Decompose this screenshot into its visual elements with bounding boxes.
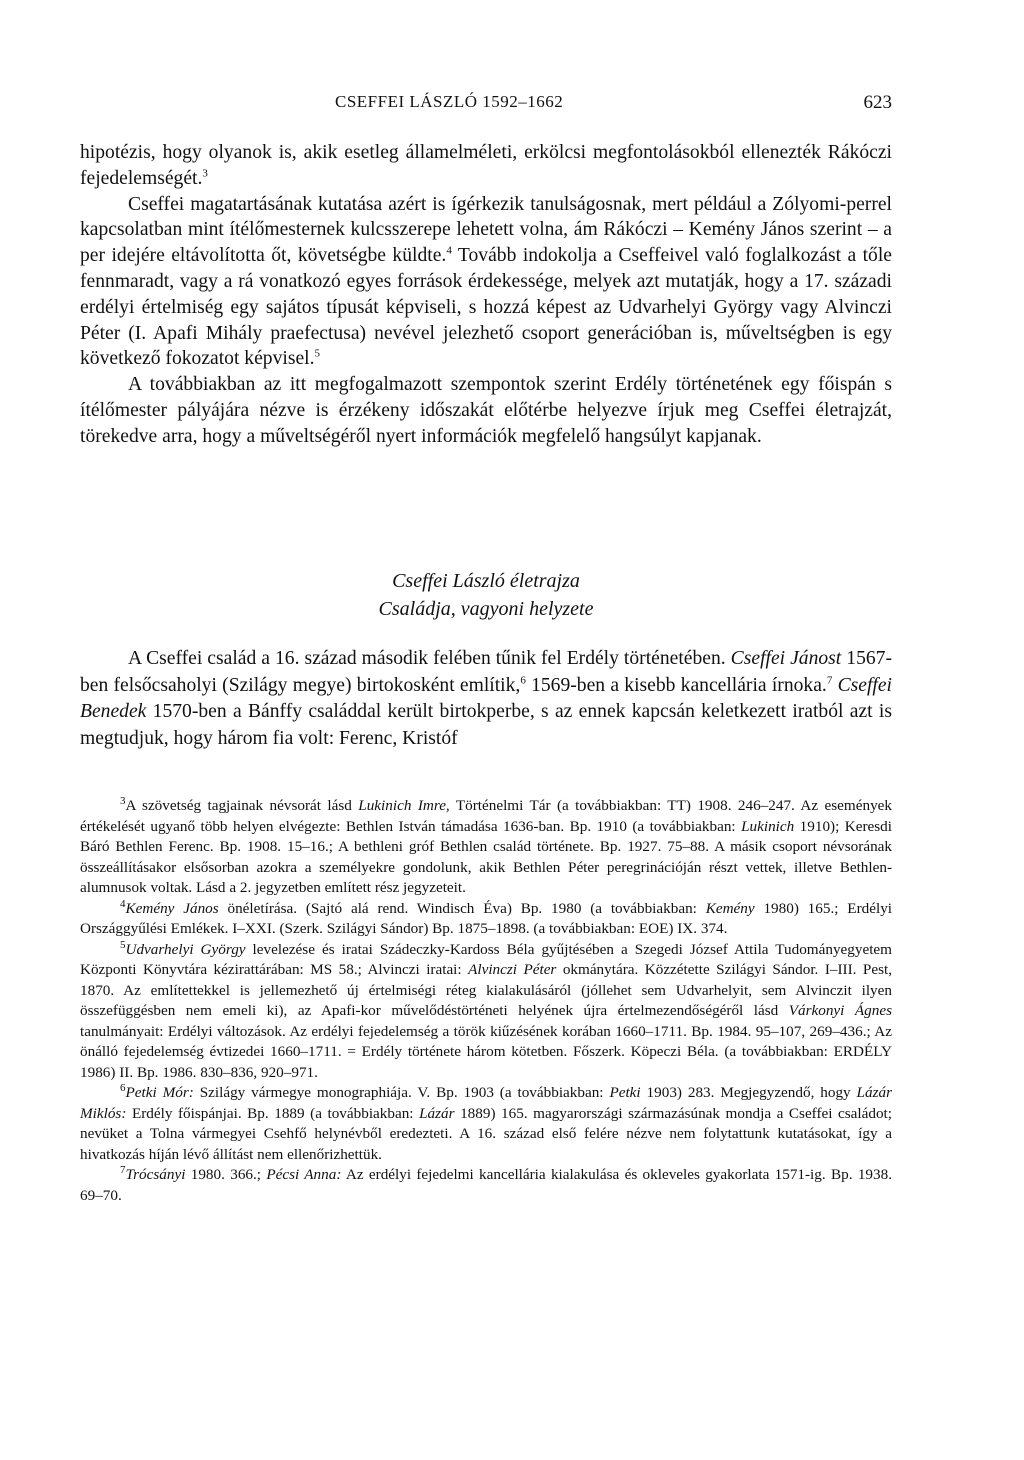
footnote-text: 1910); Keresdi Báró Bethlen Ferenc. Bp. 1908. 15–16.; A bethleni gróf Bethlen család története. Bp. 1927. 75–88. A másik csoport névsorának összeállításakor elsősorban azokra a személyekre gondolunk, akik Bethlen Péter peregrinációján részt vettek, illetve Bethlen-alumnusok voltak. Lásd a 2. jegyzetben említett rész jegyzeteit. xyxy=(80,817,892,896)
footnote-author: Trócsányi xyxy=(125,1166,186,1183)
footnote-author: Kemény xyxy=(705,899,755,917)
footnote-author: Udvarhelyi György xyxy=(125,940,246,958)
footnote-number: 6 xyxy=(120,1081,126,1094)
footnote-ref-6[interactable]: 6 xyxy=(520,673,526,686)
paragraph-2-text-a: Cseffei magatartásának kutatása azért is ígérkezik tanulságosnak, mert például a Zólyomi-perrel kapcsolatban mint ítélőmesternek kulcsszerepe lehetett volna, ám Rákóczi – Kemény János szerint – a per idejére eltávolította őt, követségbe küldte. xyxy=(80,193,892,267)
footnote-5 xyxy=(80,940,892,1084)
footnote-ref-7[interactable]: 7 xyxy=(826,673,833,686)
footnote-3 xyxy=(80,796,892,899)
footnote-ref-3[interactable]: 3 xyxy=(202,167,208,180)
section-text-2: 1567-ben felsőcsaholyi (Szilágy megye) birtokosként említik, xyxy=(80,648,892,696)
section-paragraph xyxy=(80,646,892,752)
section-body xyxy=(80,646,892,752)
footnote-number: 3 xyxy=(120,794,126,807)
section-headings xyxy=(80,567,892,623)
footnote-text: tanulmányait: Erdélyi változások. Az erdélyi fejedelemség a török kiűzésének korában 1660–1711. Bp. 1984. 95–107, 269–436.; Az önálló fejedelemség évtizedei 1660–1711. = Erdély története három kötetben. Főszerk. Köpeczi Béla. (a továbbiakban: ERDÉLY 1986) II. Bp. 1986. 830–836, 920–971. xyxy=(80,1022,892,1081)
footnote-author: Kemény János xyxy=(125,899,219,917)
footnote-author: Lukinich xyxy=(741,817,795,835)
footnote-ref-5[interactable]: 5 xyxy=(314,347,321,360)
person-name-cseffei-benedek: Cseffei Benedek xyxy=(80,674,892,722)
paragraph-3: A továbbiakban az itt megfogalmazott szempontok szerint Erdély történetének egy főispán s ítélőmester pályájára nézve is érzékeny időszakát előtérbe helyezve írjuk meg Cseffei életrajzát, törekedve arra, hogy a műveltségéről nyert információk megfelelő hangsúlyt kapjanak. xyxy=(80,374,892,447)
footnote-number: 7 xyxy=(120,1163,126,1176)
footnote-text: Szilágy vármegye monographiája. V. Bp. 1903 (a továbbiakban: xyxy=(193,1084,610,1101)
section-text-3: 1569-ben a kisebb kancellária írnoka. xyxy=(525,674,827,696)
page-header xyxy=(80,92,892,116)
paragraph-2 xyxy=(80,192,892,373)
footnote-text: okmánytára. Közzétette Szilágyi Sándor. I–III. Pest, 1870. Az említettekkel is jellemezhető új értelmiségi réteg kialakulásáról (jóllehet sem Udvarhelyit, sem Alvinczit ilyen összefüggésben nem emeli ki), az Apafi-kor művelődéstörténeti helyének újra értelmezendőségéről lásd xyxy=(80,961,893,1019)
footnote-text: levelezése és iratai Szádeczky-Kardoss Béla gyűjtésében a Szegedi József Attila Tudományegyetem Központi Könyvtára kézirattárában: MS 58.; Alvinczi iratai: xyxy=(80,940,892,978)
section-title: Cseffei László életrajza xyxy=(392,570,580,592)
footnotes xyxy=(80,796,892,1206)
footnote-7 xyxy=(80,1165,892,1206)
main-text xyxy=(80,140,892,450)
paragraph-1 xyxy=(80,140,892,192)
footnote-text: önéletírása. (Sajtó alá rend. Windisch Éva) Bp. 1980 (a továbbiakban: xyxy=(218,899,706,917)
footnote-author: Petki xyxy=(609,1084,641,1101)
footnote-author: Lázár xyxy=(419,1104,455,1122)
footnote-number: 4 xyxy=(120,897,126,910)
footnote-number: 5 xyxy=(120,938,126,951)
footnote-author: Lukinich Imre, xyxy=(358,797,450,814)
person-name-cseffei-janos: Cseffei Jánost xyxy=(730,648,842,669)
footnote-author: Petki Mór: xyxy=(125,1084,194,1101)
footnote-author: Pécsi Anna: xyxy=(266,1166,342,1183)
paragraph-1-text: hipotézis, hogy olyanok is, akik esetleg államelméleti, erkölcsi megfontolásokból ellenezték Rákóczi fejedelemségét. xyxy=(80,142,892,189)
footnote-author: Alvinczi Péter xyxy=(468,961,557,978)
section-text-4: 1570-ben a Bánffy családdal került birtokperbe, s az ennek kapcsán keletkezett iratból azt is megtudjuk, hogy három fia volt: Ferenc, Kristóf xyxy=(80,701,892,749)
footnote-text: 1980) 165.; Erdélyi Országgyűlési Emlékek. I–XXI. (Szerk. Szilágyi Sándor) Bp. 1875–1898. (a továbbiakban: EOE) IX. 374. xyxy=(80,899,893,937)
footnote-author: Lázár Miklós: xyxy=(80,1084,893,1122)
footnote-text: 1903) 283. Megjegyzendő, hogy xyxy=(640,1084,857,1101)
footnote-ref-4[interactable]: 4 xyxy=(446,244,452,257)
footnote-4 xyxy=(80,899,892,940)
running-title: CSEFFEI LÁSZLÓ 1592–1662 xyxy=(335,92,564,111)
footnote-6 xyxy=(80,1083,892,1165)
footnote-text: A szövetség tagjainak névsorát lásd xyxy=(125,797,359,814)
footnote-text: Erdély főispánjai. Bp. 1889 (a továbbiakban: xyxy=(126,1104,420,1122)
footnote-text: 1980. 366.; xyxy=(185,1166,267,1183)
page-number: 623 xyxy=(863,92,892,113)
section-text-1: A Cseffei család a 16. század második felében tűnik fel Erdély történetében. xyxy=(128,648,731,669)
footnote-text: Történelmi Tár (a továbbiakban: TT) 1908. 246–247. Az események értékelését ugyanő több helyen elvégezte: Bethlen István támadása 1636-ban. Bp. 1910 (a továbbiakban: xyxy=(80,797,892,835)
footnote-author: Várkonyi Ágnes xyxy=(788,1002,892,1019)
footnote-text: 1889) 165. magyarországi származásúnak mondja a Cseffei családot; nevüket a Tolna vármegyei Csehfő helynévből eredezteti. A 16. század első felére nézve nem folytattunk kutatásokat, így a hivatkozás híján lévő állítást nem ellenőrizhettük. xyxy=(80,1104,892,1163)
section-subtitle: Családja, vagyoni helyzete xyxy=(378,598,594,620)
paragraph-2-text-b: Tovább indokolja a Cseffeivel való foglalkozást a tőle fennmaradt, vagy a rá vonatkozó egyes források érdekessége, melyek azt mutatják, hogy a 17. századi erdélyi értelmiség egy sajátos típusát képviseli, s hozzá képest az Udvarhelyi György vagy Alvinczi Péter (I. Apafi Mihály praefectusa) nevével jelezhető csoport generációban is, műveltségben is egy következő fokozatot képvisel. xyxy=(80,245,892,370)
footnote-text: Az erdélyi fejedelmi kancellária kialakulása és okleveles gyakorlata 1571-ig. Bp. 1938. 69–70. xyxy=(80,1166,892,1204)
